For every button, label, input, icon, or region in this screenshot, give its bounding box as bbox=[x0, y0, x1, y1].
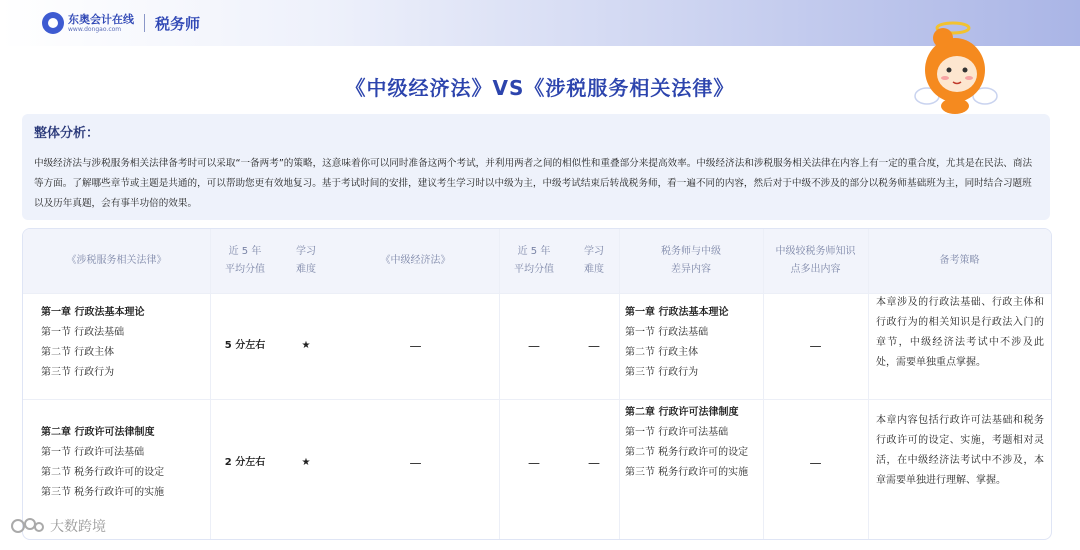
footer-watermark bbox=[10, 516, 106, 536]
table-row bbox=[41, 303, 206, 383]
section-item: 第三节 行政行为 bbox=[41, 367, 115, 378]
header-tax-law: 《涉税服务相关法律》 bbox=[66, 255, 167, 266]
header-difficulty-tax: 学习 难度 bbox=[296, 246, 316, 275]
diff-section-item: 第一节 行政法基础 bbox=[625, 327, 709, 338]
diff-section-item: 第二节 税务行政许可的设定 bbox=[625, 447, 749, 458]
brand-name: 东奥会计在线 bbox=[68, 12, 134, 26]
section-item: 第二节 税务行政许可的设定 bbox=[41, 467, 165, 478]
header-strategy: 备考策略 bbox=[939, 255, 980, 266]
score-value: 5 分左右 bbox=[224, 340, 266, 351]
header-difficulty-econ: 学习 难度 bbox=[584, 246, 604, 275]
header-extra-content: 中级较税务师知识 点多出内容 bbox=[775, 246, 856, 275]
brand-url: www.dongao.com bbox=[68, 25, 122, 33]
econ-difficulty: — bbox=[588, 339, 600, 353]
diff-section-item: 第二节 行政主体 bbox=[625, 347, 699, 358]
section-item: 第二节 行政主体 bbox=[41, 347, 115, 358]
page-title: 《中级经济法》VS《涉税服务相关法律》 bbox=[345, 76, 735, 100]
table-row bbox=[41, 423, 206, 503]
chapter-title: 第一章 行政法基本理论 bbox=[41, 307, 145, 318]
diff-content bbox=[625, 403, 761, 483]
strategy-text: 本章内容包括行政许可法基础和税务行政许可的设定、实施，考题相对灵活，在中级经济法考试中不涉及，本章需要单独进行理解、掌握。 bbox=[876, 415, 1044, 486]
chapter-title: 第二章 行政许可法律制度 bbox=[41, 427, 155, 438]
header-econ-law: 《中级经济法》 bbox=[380, 255, 451, 266]
score-value: 2 分左右 bbox=[224, 457, 266, 468]
econ-chapter: — bbox=[409, 456, 422, 470]
difficulty-star: ★ bbox=[301, 457, 311, 468]
econ-score: — bbox=[528, 339, 540, 353]
analysis-heading: 整体分析： bbox=[34, 126, 100, 141]
diff-section-item: 第一节 行政许可法基础 bbox=[625, 427, 729, 438]
diff-section-item: 第三节 税务行政许可的实施 bbox=[625, 467, 749, 478]
section-item: 第三节 税务行政许可的实施 bbox=[41, 487, 165, 498]
econ-difficulty: — bbox=[588, 456, 600, 470]
brand-role: 税务师 bbox=[155, 14, 201, 33]
econ-chapter: — bbox=[409, 339, 422, 353]
analysis-text: 中级经济法与涉税服务相关法律备考时可以采取“一备两考”的策略，这意味着你可以同时准备这两个考试，并利用两者之间的相似性和重叠部分来提高效率。中级经济法和涉税服务相关法律在内容上有一定的重合度，尤其是在民法、商法等方面。了解哪些章节或主题是共通的，可以帮助您更有效地复习。基于考试时间的安排，建议考生学习时以中级为主，中级考试结束后转战税务师，看一遍不同的内容，然后对于中级不涉及的部分以税务师基础班为主，同时结合习题班以及历年真题，会有事半功倍的效果。 bbox=[34, 158, 1033, 209]
comparison-table bbox=[22, 228, 1052, 540]
diff-section-item: 第三节 行政行为 bbox=[625, 367, 699, 378]
strategy-text: 本章涉及的行政法基础、行政主体和行政行为的相关知识是行政法入门的章节，中级经济法考试中不涉及此处，需要单独重点掌握。 bbox=[876, 297, 1044, 368]
watermark-text: 大数跨境 bbox=[50, 519, 106, 535]
diff-chapter-title: 第一章 行政法基本理论 bbox=[625, 307, 729, 318]
header-score-econ: 近 5 年 平均分值 bbox=[514, 246, 554, 275]
angel-mascot-icon bbox=[913, 18, 1003, 118]
dongao-logo-icon bbox=[42, 12, 64, 34]
header-score-tax: 近 5 年 平均分值 bbox=[225, 246, 265, 275]
diff-chapter-title: 第二章 行政许可法律制度 bbox=[625, 407, 739, 418]
diff-content bbox=[625, 303, 761, 383]
analysis-section bbox=[22, 114, 1050, 220]
extra-content: — bbox=[809, 456, 822, 470]
section-item: 第一节 行政法基础 bbox=[41, 327, 125, 338]
econ-score: — bbox=[528, 456, 540, 470]
section-item: 第一节 行政许可法基础 bbox=[41, 447, 145, 458]
brand-logo[interactable] bbox=[42, 12, 200, 34]
dashu-logo-icon bbox=[10, 516, 44, 536]
extra-content: — bbox=[809, 339, 822, 353]
header-diff-content: 税务师与中级 差异内容 bbox=[661, 246, 721, 275]
logo-divider bbox=[144, 14, 145, 32]
difficulty-star: ★ bbox=[301, 340, 311, 351]
